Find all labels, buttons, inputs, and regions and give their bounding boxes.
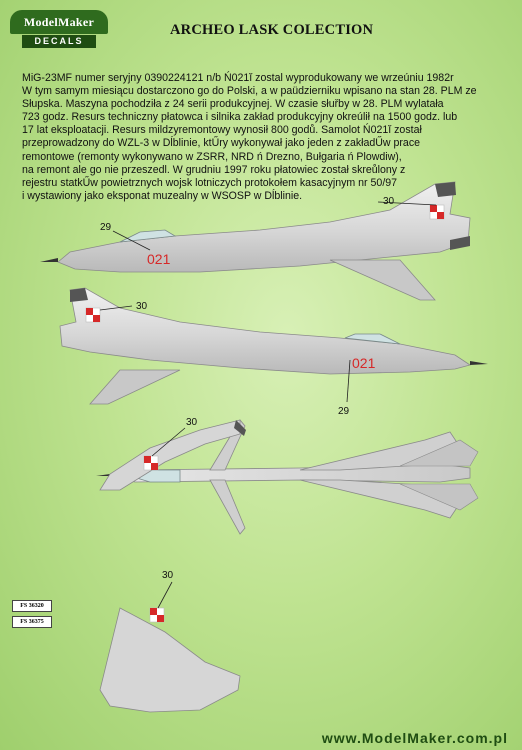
roundel-marking <box>430 205 444 219</box>
logo-wordmark: ModelMaker <box>10 10 108 34</box>
callout-number: 29 <box>338 406 350 417</box>
roundel-marking <box>86 308 100 322</box>
callout-number: 29 <box>100 222 112 233</box>
wing-bottom-detached <box>100 570 240 712</box>
description-line: Słupska. Maszyna pochodziła z 24 serii produkcyjnej. W czasie słuřby w 28. PLM wylatała <box>22 98 444 111</box>
roundel-marking <box>144 456 158 470</box>
logo-decals-label: DECALS <box>22 35 96 48</box>
side-number-left: 021 <box>147 251 171 267</box>
description-line: 17 lat eksploatacji. Resurs mildzyremontowy wynosił 800 godů. Samolot Ń021ĭ został <box>22 124 422 137</box>
side-number-right: 021 <box>352 355 376 371</box>
description-line: rejestru statkŰw powietrznych wojsk lotniczych protokołem kasacyjnym nr 50/97 <box>22 176 398 189</box>
website-link[interactable]: www.ModelMaker.com.pl <box>321 730 508 746</box>
description-line: remontowe (remonty wykonywano w ZSRR, NRD ń Drezno, Bułgaria ń Plowdiw), <box>22 150 402 163</box>
aircraft-side-view-left <box>40 182 470 300</box>
description-line: i wystawiony jako eksponat muzealny w WSOSP w Dĺblinie. <box>22 189 303 202</box>
description-line: W tym samym miesiącu dostarczono go do Polski, a w paüdzierniku wpisano na stan 28. PLM ze <box>22 85 477 98</box>
callout-number: 30 <box>136 301 148 312</box>
description-line: 723 godz. Resurs techniczny płatowca i silnika zakład produkcyjny okreúlił na 1500 godz. lub <box>22 111 458 124</box>
description-line: przeprowadzony do WZL-3 w Dĺblinie, ktŰry wykonywał jako jeden z zakładŰw prace <box>22 137 421 150</box>
color-code-label: FS 36320 <box>12 600 52 612</box>
aircraft-side-view-right <box>60 288 488 417</box>
description-line: na remont ale go nie przeszedl. W grudniu 1997 roku płatowiec został skreůlony z <box>22 163 406 176</box>
callout-number: 30 <box>186 417 198 428</box>
color-code-label: FS 36375 <box>12 616 52 628</box>
roundel-marking <box>150 608 164 622</box>
description-line: MiG-23MF numer seryjny 0390224121 n/b Ń021ĭ zostal wyprodukowany we wrzeúniu 1982r <box>22 72 454 84</box>
page-title: ARCHEO LASK COLECTION <box>170 22 374 38</box>
callout-number: 30 <box>383 196 395 207</box>
callout-number: 30 <box>162 570 174 581</box>
aircraft-top-view <box>96 420 478 534</box>
